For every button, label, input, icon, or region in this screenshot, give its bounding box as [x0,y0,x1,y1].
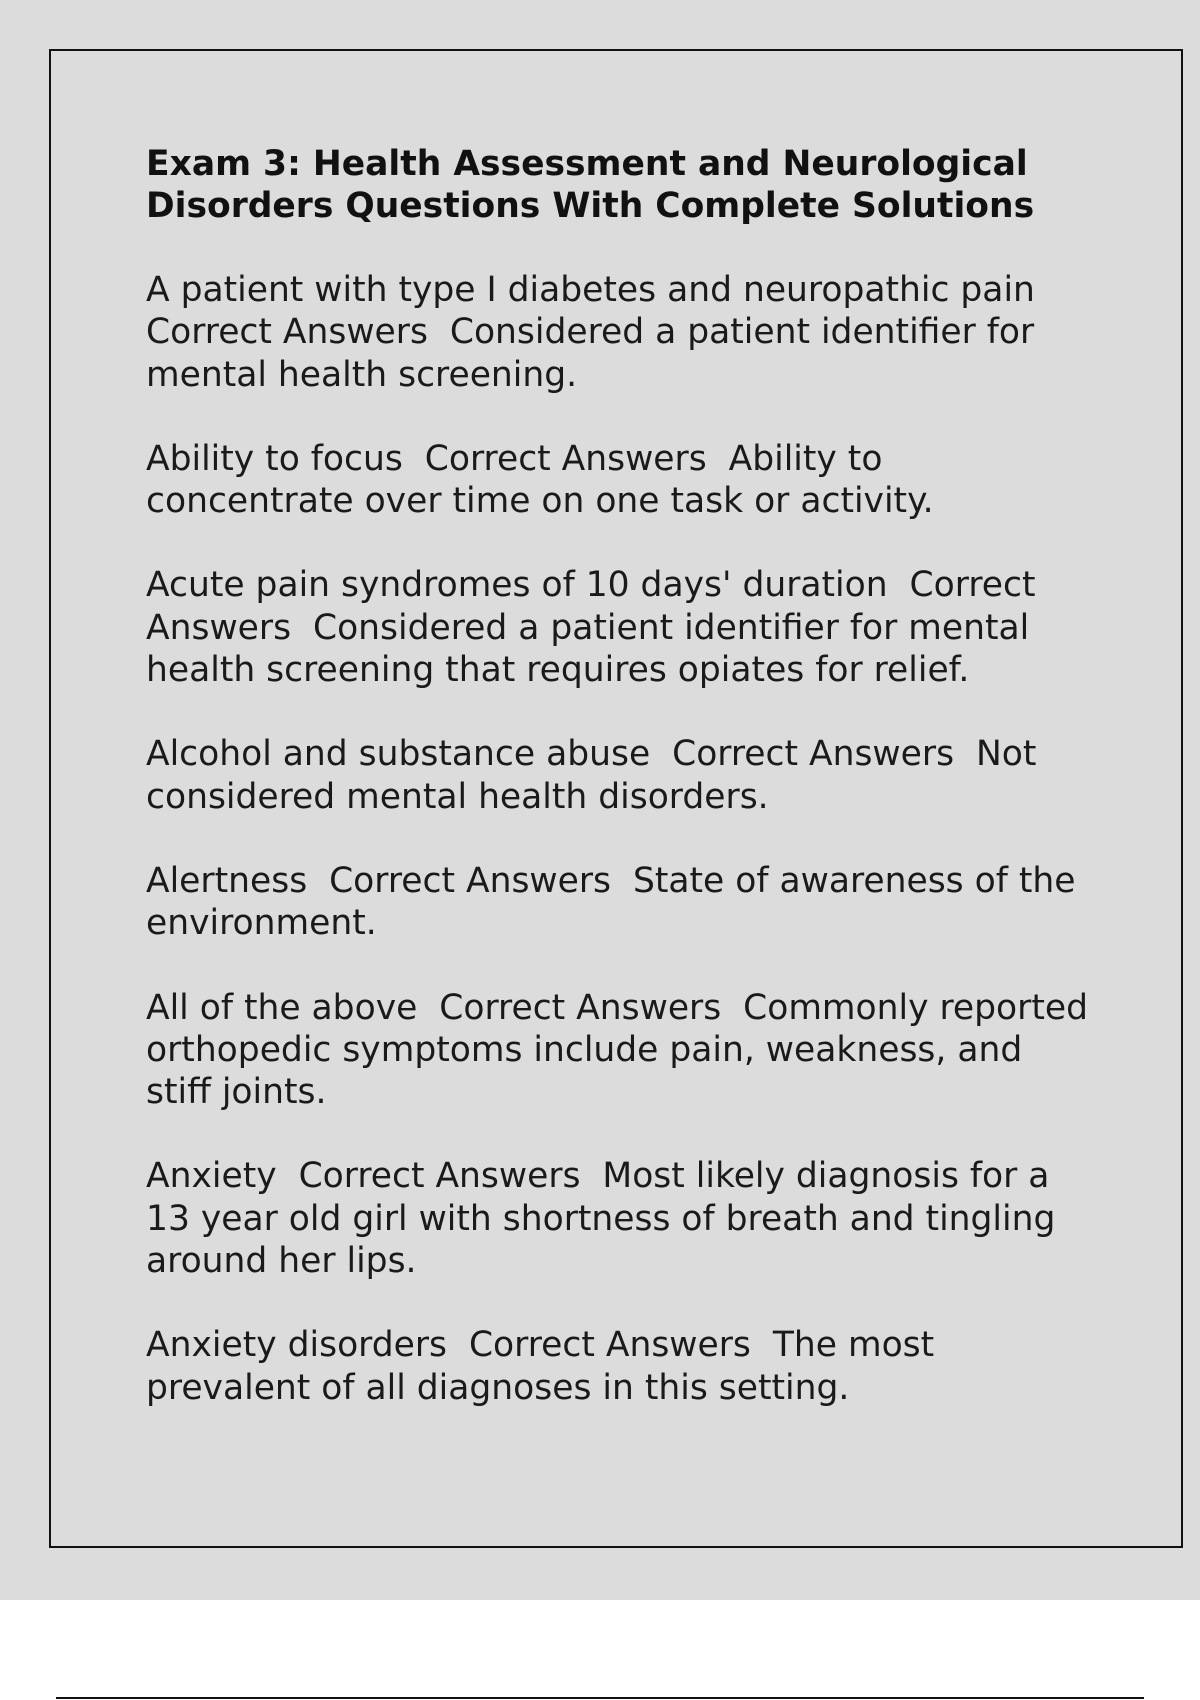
qa-entry: Anxiety disorders Correct Answers The most prevalent of all diagnoses in this setting. [146,1325,946,1408]
qa-entry: Alertness Correct Answers State of awareness of the environment. [146,860,1087,944]
qa-entry: All of the above Correct Answers Commonly reported orthopedic symptoms include pain, weakness, and stiff joints. [146,987,1099,1113]
qa-entry: Anxiety Correct Answers Most likely diagnosis for a 13 year old girl with shortness of breath and tingling around her lips. [146,1156,1067,1282]
qa-entry: Acute pain syndromes of 10 days' duration Correct Answers Considered a patient identifier for mental health screening that requires opiates for relief. [146,565,1047,691]
qa-entry: Ability to focus Correct Answers Ability to concentrate over time on one task or activity. [146,438,934,522]
page-divider [56,1697,1144,1699]
qa-entry: Alcohol and substance abuse Correct Answers Not considered mental health disorders. [146,734,1048,817]
qa-entry: A patient with type I diabetes and neuropathic pain Correct Answers Considered a patient identifier for mental health screening. [146,270,1046,395]
document-title: Exam 3: Health Assessment and Neurological Disorders Questions With Complete Solutions [146,144,1035,226]
document-content [146,143,1099,1451]
